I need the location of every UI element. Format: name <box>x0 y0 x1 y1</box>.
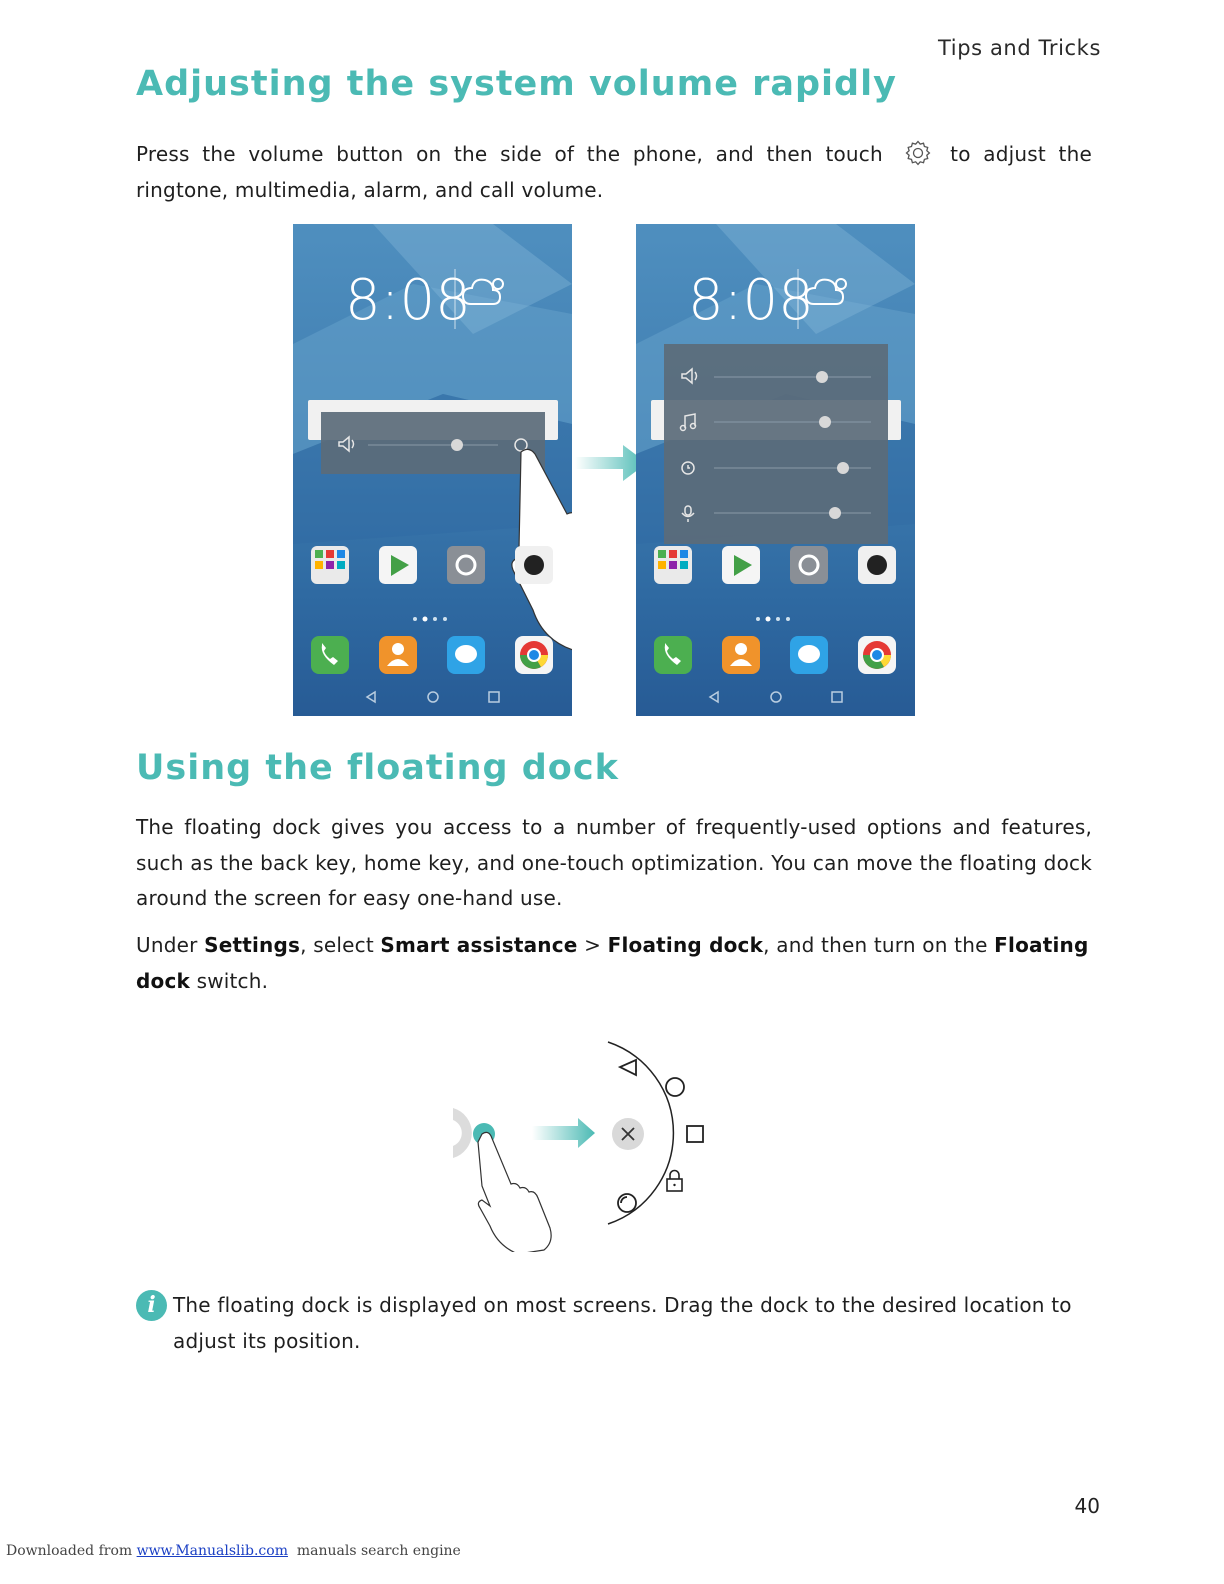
contacts-icon <box>379 636 417 674</box>
note-text: The floating dock is displayed on most screens. Drag the dock to the desired location to adjust its position. <box>173 1293 1072 1353</box>
messages-icon <box>790 636 828 674</box>
arrow-right-icon <box>532 1118 595 1148</box>
manualslib-link[interactable]: www.Manualslib.com <box>136 1543 288 1559</box>
lock-icon <box>667 1171 682 1192</box>
play-store-icon <box>379 546 417 584</box>
recent-apps-icon <box>687 1126 703 1142</box>
clock-time: 8:08 <box>345 268 471 333</box>
volume-paragraph <box>136 137 1092 208</box>
phone-icon <box>311 636 349 674</box>
floating-dock-paragraph: The floating dock gives you access to a number of frequently-used options and features, such as the back key, home key, and one-touch optimization. You can move the floating dock around the screen for easy one-hand use. <box>136 815 1092 910</box>
phone-icon <box>654 636 692 674</box>
instr-text: Under <box>136 933 205 957</box>
camera-icon <box>515 546 553 584</box>
clock-time: 8:08 <box>688 268 814 333</box>
volume-text-after: to adjust the ringtone, multimedia, alarm, and call volume. <box>136 142 1092 202</box>
instr-text: > <box>577 933 608 957</box>
chrome-icon <box>858 636 896 674</box>
messages-icon <box>447 636 485 674</box>
folder-icon <box>311 546 349 584</box>
instr-smart-assistance: Smart assistance <box>380 933 578 957</box>
nav-bar <box>710 692 842 702</box>
volume-slider-thumb <box>451 439 463 451</box>
instr-text: , select <box>300 933 381 957</box>
download-footer <box>6 1543 461 1559</box>
settings-icon <box>790 546 828 584</box>
nav-bar <box>367 692 499 702</box>
settings-icon <box>447 546 485 584</box>
instr-floating-dock-switch: Floating dock <box>136 933 1089 993</box>
footer-prefix: Downloaded from <box>6 1543 137 1559</box>
page-number: 40 <box>1074 1494 1100 1518</box>
camera-icon <box>858 546 896 584</box>
section-title-floating-dock: Using the floating dock <box>136 748 619 788</box>
contacts-icon <box>722 636 760 674</box>
phone-screenshot-after <box>636 224 915 716</box>
home-icon <box>666 1078 684 1096</box>
play-store-icon <box>722 546 760 584</box>
phone-screenshot-before <box>293 224 572 716</box>
section-title-volume: Adjusting the system volume rapidly <box>136 64 897 104</box>
chrome-icon <box>515 636 553 674</box>
instr-text: , and then turn on the <box>763 933 995 957</box>
optimize-icon <box>618 1194 636 1212</box>
gear-icon <box>904 139 932 167</box>
info-icon: i <box>136 1290 167 1321</box>
instr-floating-dock: Floating dock <box>607 933 764 957</box>
floating-dock-instruction <box>136 928 1092 999</box>
volume-text-before: Press the volume button on the side of the phone, and then touch <box>136 142 883 166</box>
pointing-hand <box>478 1132 551 1252</box>
footer-suffix: manuals search engine <box>287 1543 461 1559</box>
back-icon <box>620 1060 636 1075</box>
floating-dock-illustration <box>450 1038 730 1252</box>
folder-icon <box>654 546 692 584</box>
instr-settings: Settings <box>204 933 301 957</box>
instr-text: switch. <box>190 968 269 993</box>
running-header: Tips and Tricks <box>937 36 1101 60</box>
